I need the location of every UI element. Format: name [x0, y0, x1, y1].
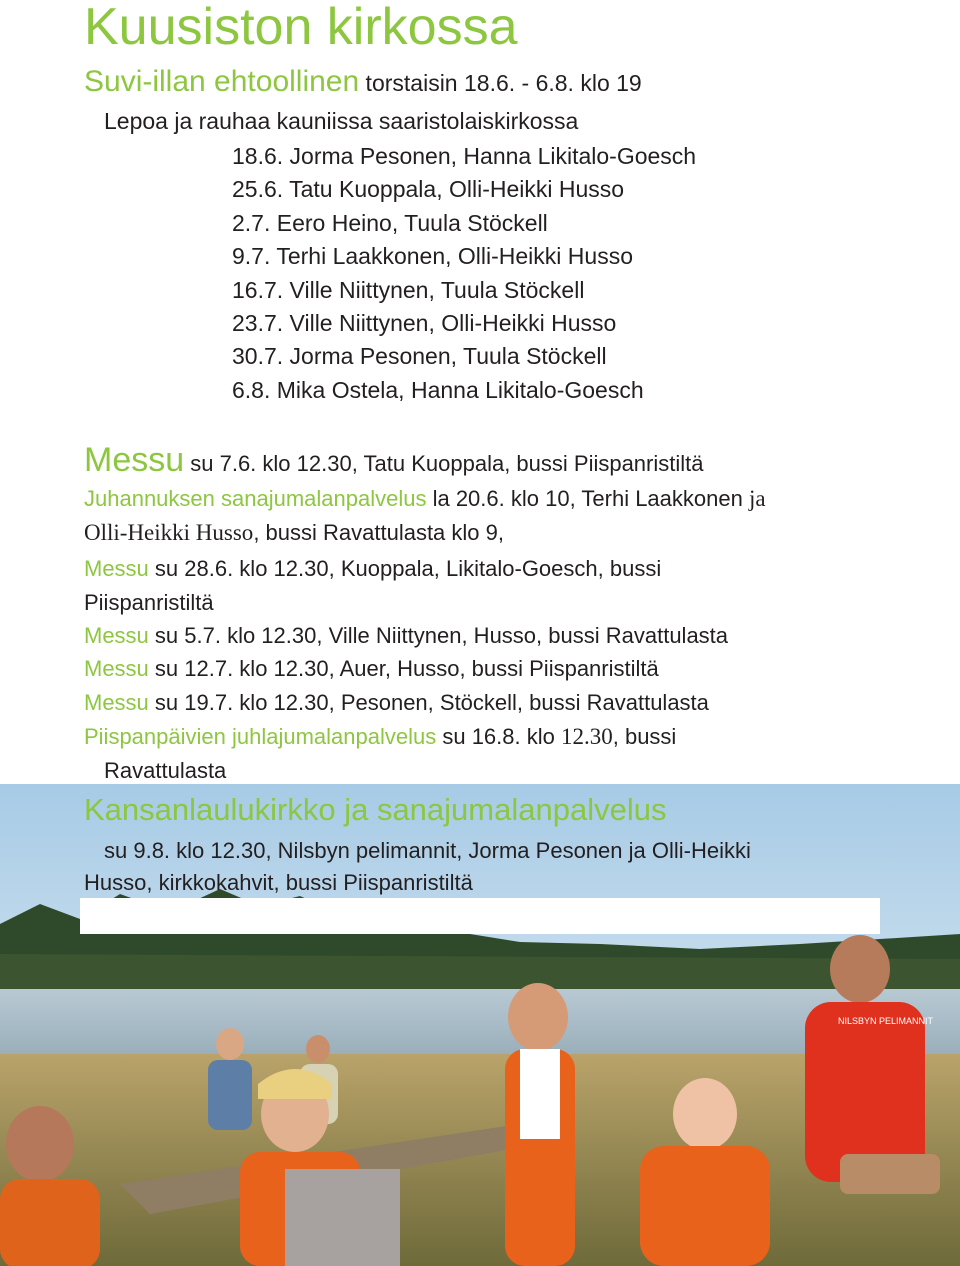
list-item: 25.6. Tatu Kuoppala, Olli-Heikki Husso — [232, 176, 625, 203]
event-details-serif: Olli-Heikki Husso — [84, 520, 254, 545]
event-juhannus-line2 — [84, 518, 504, 548]
schedule-list — [232, 140, 696, 407]
event-piispanpaivat-line2: Ravattulasta — [104, 758, 227, 783]
list-item: 23.7. Ville Niittynen, Olli-Heikki Husso — [232, 310, 617, 337]
event-piispanpaivat — [84, 722, 676, 752]
event-details: su 7.6. klo 12.30, Tatu Kuoppala, bussi Piispanristiltä — [184, 451, 704, 476]
event-label: Messu — [84, 441, 185, 479]
event-time-serif: 12.30 — [560, 724, 613, 749]
event-messu-19-7 — [84, 688, 709, 718]
list-item: 18.6. Jorma Pesonen, Hanna Likitalo-Goesch — [232, 143, 697, 169]
event-details: su 19.7. klo 12.30, Pesonen, Stöckell, bussi Ravattulasta — [148, 690, 709, 715]
subtitle-dates: torstaisin 18.6. - 6.8. klo 19 — [359, 70, 642, 96]
list-item: 9.7. Terhi Laakkonen, Olli-Heikki Husso — [232, 243, 633, 270]
event-messu-7-6 — [84, 441, 704, 479]
event-label: Messu — [84, 556, 149, 581]
event-label: Messu — [84, 656, 149, 681]
subtitle — [84, 62, 642, 103]
kansanlaulukirkko-details-line2: Husso, kirkkokahvit, bussi Piispanristiltä — [84, 870, 473, 895]
event-juhannus — [84, 484, 766, 514]
event-messu-5-7 — [84, 621, 728, 651]
page-title: Kuusiston kirkossa — [84, 0, 518, 56]
event-label: Piispanpäivien juhlajumalanpalvelus — [84, 724, 437, 749]
kansanlaulukirkko-title: Kansanlaulukirkko ja sanajumalanpalvelus — [84, 792, 667, 827]
event-details-serif: ja — [748, 486, 766, 511]
subtitle-label: Suvi-illan ehtoollinen — [84, 65, 360, 98]
event-label: Messu — [84, 623, 149, 648]
list-item: 6.8. Mika Ostela, Hanna Likitalo-Goesch — [232, 376, 644, 403]
event-label: Juhannuksen sanajumalanpalvelus — [84, 486, 427, 511]
event-details: su 16.8. klo — [436, 724, 561, 749]
event-details: , bussi Ravattulasta klo 9, — [253, 520, 504, 545]
photo-overlay-strip — [80, 898, 880, 934]
intro-text: Lepoa ja rauhaa kauniissa saaristolaiskirkossa — [104, 108, 579, 134]
kansanlaulukirkko-details: su 9.8. klo 12.30, Nilsbyn pelimannit, Jorma Pesonen ja Olli-Heikki — [104, 838, 751, 863]
list-item: 30.7. Jorma Pesonen, Tuula Stöckell — [232, 343, 607, 370]
list-item: 2.7. Eero Heino, Tuula Stöckell — [232, 209, 548, 236]
shirt-text: NILSBYN PELIMANNIT — [838, 1016, 934, 1026]
list-item: 16.7. Ville Niittynen, Tuula Stöckell — [232, 276, 585, 303]
event-messu-12-7 — [84, 654, 659, 684]
event-messu-28-6 — [84, 554, 661, 584]
event-details: , bussi — [612, 724, 677, 749]
event-details: la 20.6. klo 10, Terhi Laakkonen — [426, 486, 749, 511]
event-details: su 28.6. klo 12.30, Kuoppala, Likitalo-Goesch, bussi — [148, 556, 662, 581]
event-details: su 12.7. klo 12.30, Auer, Husso, bussi Piispanristiltä — [148, 656, 659, 681]
event-details: su 5.7. klo 12.30, Ville Niittynen, Husso, bussi Ravattulasta — [148, 623, 729, 648]
event-label: Messu — [84, 690, 149, 715]
event-messu-28-6-line2: Piispanristiltä — [84, 590, 214, 615]
